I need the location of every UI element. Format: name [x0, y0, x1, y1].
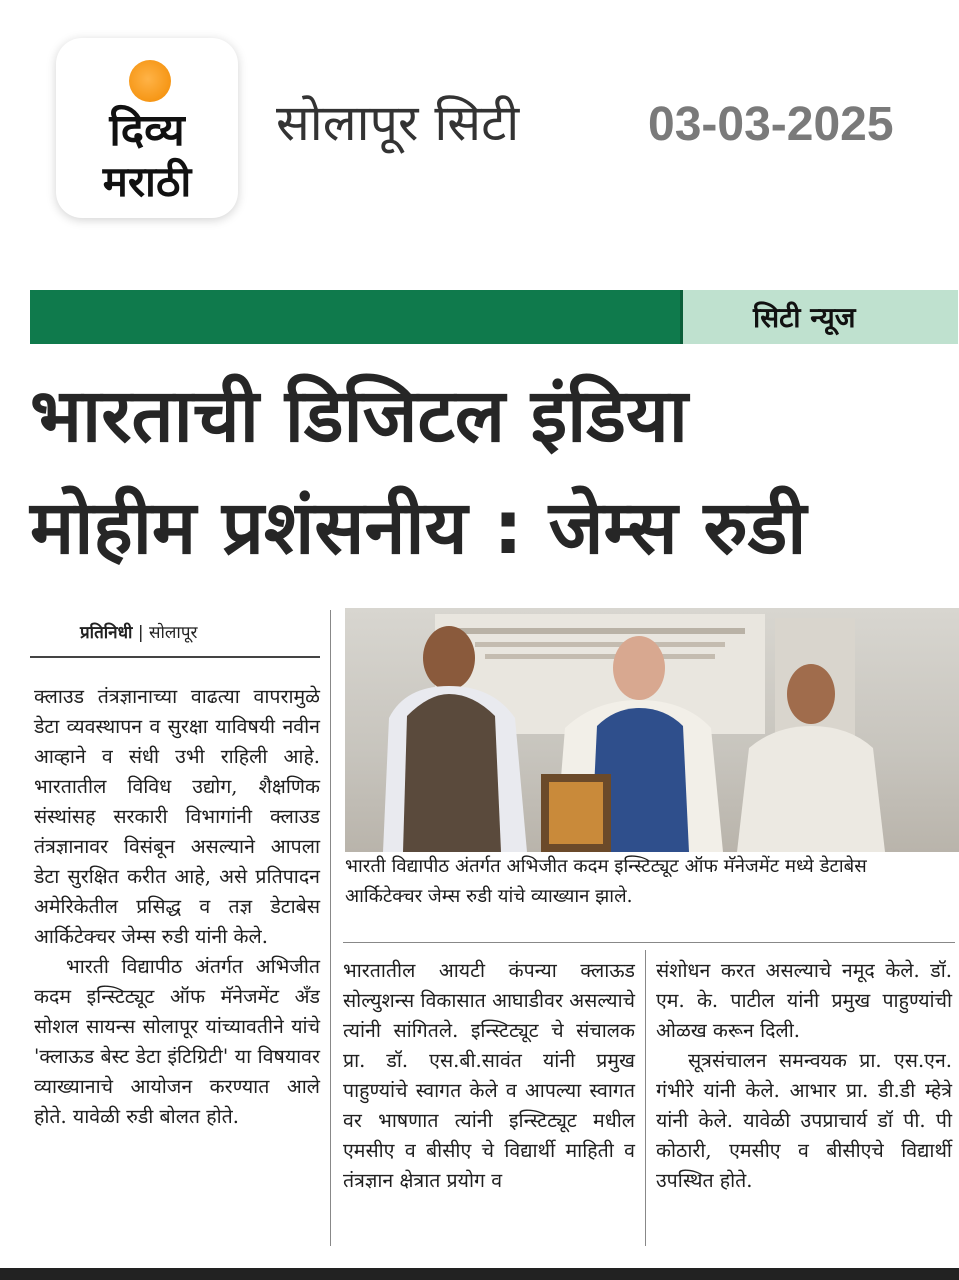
divya-marathi-logo [56, 38, 238, 218]
bottom-edge [0, 1268, 959, 1280]
section-bar [30, 290, 958, 344]
headline-line2: मोहीम प्रशंसनीय : जेम्स रुडी [30, 485, 807, 571]
photo-caption: भारती विद्यापीठ अंतर्गत अभिजीत कदम इन्स्टिट्यूट ऑफ मॅनेजमेंट मध्ये डेटाबेस आर्किटेक्चर जेम्स रुडी यांचे व्याख्यान झाले. [345, 856, 867, 907]
article-column-3 [656, 956, 952, 1196]
column-divider [330, 610, 331, 1246]
section-label: सिटी न्यूज [680, 290, 958, 344]
byline-separator: | [137, 623, 150, 643]
event-photo [345, 608, 959, 852]
article-paragraph: भारती विद्यापीठ अंतर्गत अभिजीत कदम इन्स्टिट्यूट ऑफ मॅनेजमेंट अँड सोशल सायन्स सोलापूर यांच्यावतीने यांचे 'क्लाऊड बेस्ट डेटा इंटिग्रिटी' या विषयावर व्याख्यानाचे आयोजन करण्यात आले होते. यावेळी रुडी बोलत होते. [34, 955, 320, 1128]
headline-line1: भारताची डिजिटल इंडिया [30, 373, 688, 459]
article-paragraph: क्लाउड तंत्रज्ञानाच्या वाढत्या वापरामुळे डेटा व्यवस्थापन व सुरक्षा याविषयी नवीन आव्हाने व संधी उभी राहिली आहे. भारतातील विविध उद्योग, शैक्षणिक संस्थांसह सरकारी विभागांनी क्लाउड तंत्रज्ञानावर विसंबून असल्याने आपला डेटा सुरक्षित करीत आहे, असे प्रतिपादन अमेरिकेतील प्रसिद्ध व तज्ञ डेटाबेस आर्किटेक्चर जेम्स रुडी यांनी केले. [34, 685, 320, 948]
caption-rule [343, 942, 955, 943]
article-paragraph: सूत्रसंचालन समन्वयक प्रा. एस.एन. गंभीरे यांनी केले. आभार प्रा. डी.डी म्हेत्रे यांनी केले. यावेळी उपप्राचार्य डॉ पी. पी कोठारी, एमसीए व बीसीएचे विद्यार्थी उपस्थित होते. [656, 1049, 952, 1192]
logo-text-line1: दिव्य [109, 105, 185, 156]
article-paragraph: भारतातील आयटी कंपन्या क्लाऊड सोल्युशन्स विकासात आघाडीवर असल्याचे त्यांनी सांगितले. इन्स्टिट्यूट चे संचालक प्रा. डॉ. एस.बी.सावंत यांनी प्रमुख पाहुण्यांचे स्वागत केले व आपल्या स्वागत वर भाषणात त्यांनी इन्स्टिट्यूट मधील एमसीए व बीसीए चे विद्यार्थी माहिती व तंत्रज्ञान क्षेत्रात प्रयोग व [343, 959, 635, 1192]
edition-city: सोलापूर सिटी [276, 94, 520, 152]
article-paragraph: संशोधन करत असल्याचे नमूद केले. डॉ. एम. के. पाटील यांनी प्रमुख पाहुण्यांची ओळख करून दिली. [656, 959, 952, 1042]
sun-icon [129, 60, 171, 102]
event-photo-illustration [345, 608, 959, 852]
byline [80, 620, 197, 643]
byline-rule [30, 656, 320, 658]
byline-place: सोलापूर [149, 623, 198, 643]
byline-reporter: प्रतिनिधी [80, 623, 133, 643]
column-divider [645, 950, 646, 1246]
article-column-2 [343, 956, 635, 1196]
edition-date: 03-03-2025 [648, 98, 894, 151]
logo-text-line2: मराठी [102, 157, 192, 206]
article-column-1 [34, 682, 320, 1132]
section-bar-fill [30, 290, 680, 344]
